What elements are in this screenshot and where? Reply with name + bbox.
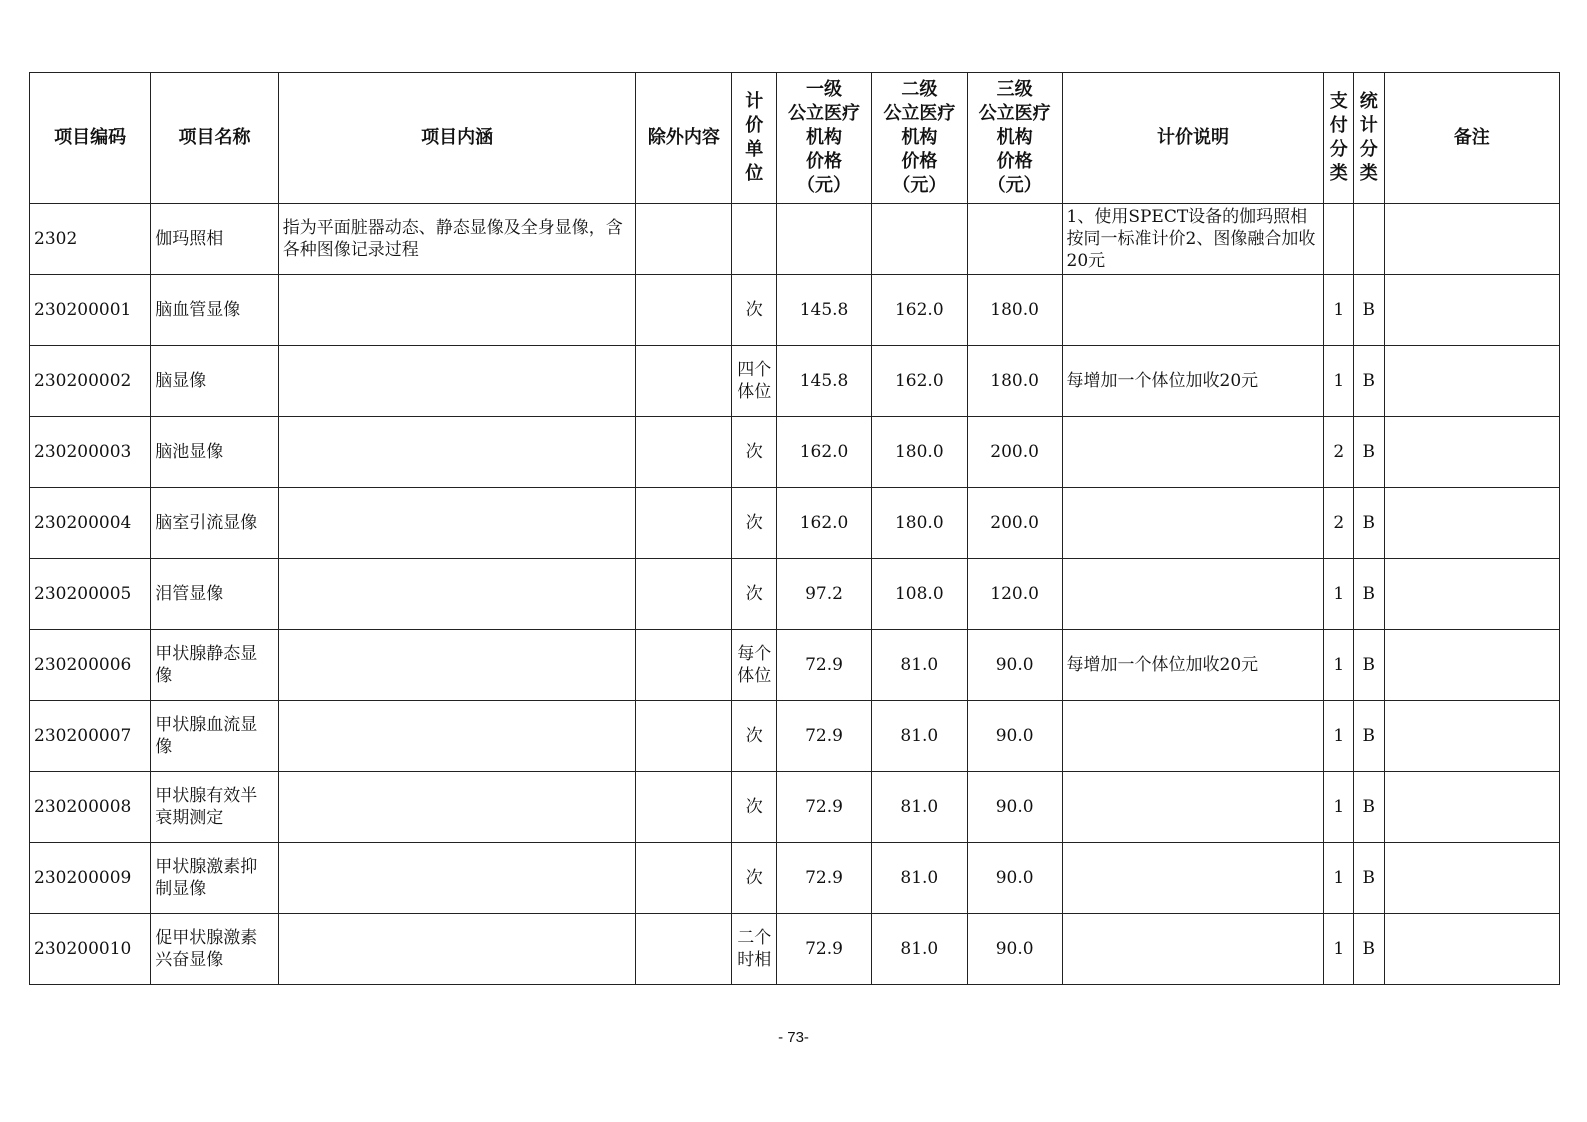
cell-remark xyxy=(1384,914,1559,985)
cell-content xyxy=(278,488,636,559)
cell-remark xyxy=(1384,559,1559,630)
cell-price-level2: 81.0 xyxy=(871,630,967,701)
cell-payment-class: 2 xyxy=(1324,488,1354,559)
table-row xyxy=(30,843,1560,914)
header-unit: 计 价 单 位 xyxy=(732,73,777,204)
cell-price-level2: 81.0 xyxy=(871,843,967,914)
cell-price-level2: 162.0 xyxy=(871,346,967,417)
cell-code: 230200010 xyxy=(30,914,151,985)
header-content: 项目内涵 xyxy=(278,73,636,204)
cell-excluded xyxy=(636,559,732,630)
cell-code: 230200003 xyxy=(30,417,151,488)
cell-price-level3 xyxy=(967,204,1062,275)
cell-remark xyxy=(1384,204,1559,275)
cell-content xyxy=(278,914,636,985)
cell-price-level3: 90.0 xyxy=(967,843,1062,914)
cell-statistics-class: B xyxy=(1354,843,1385,914)
cell-price-level2: 180.0 xyxy=(871,417,967,488)
cell-remark xyxy=(1384,701,1559,772)
cell-statistics-class: B xyxy=(1354,417,1385,488)
cell-pricing-note xyxy=(1062,772,1324,843)
table-row xyxy=(30,559,1560,630)
cell-price-level2 xyxy=(871,204,967,275)
table-row xyxy=(30,630,1560,701)
cell-statistics-class: B xyxy=(1354,914,1385,985)
cell-pricing-note xyxy=(1062,559,1324,630)
cell-content xyxy=(278,630,636,701)
cell-name: 脑池显像 xyxy=(151,417,278,488)
table-row xyxy=(30,914,1560,985)
cell-excluded xyxy=(636,914,732,985)
cell-statistics-class: B xyxy=(1354,772,1385,843)
cell-excluded xyxy=(636,772,732,843)
cell-payment-class: 1 xyxy=(1324,630,1354,701)
cell-price-level2: 180.0 xyxy=(871,488,967,559)
cell-code: 230200007 xyxy=(30,701,151,772)
cell-payment-class: 1 xyxy=(1324,701,1354,772)
cell-price-level1: 162.0 xyxy=(777,488,872,559)
cell-content: 指为平面脏器动态、静态显像及全身显像，含各种图像记录过程 xyxy=(278,204,636,275)
cell-price-level3: 180.0 xyxy=(967,275,1062,346)
cell-code: 230200002 xyxy=(30,346,151,417)
cell-pricing-note: 每增加一个体位加收20元 xyxy=(1062,346,1324,417)
cell-excluded xyxy=(636,630,732,701)
cell-unit: 次 xyxy=(732,275,777,346)
cell-remark xyxy=(1384,772,1559,843)
cell-payment-class: 1 xyxy=(1324,914,1354,985)
cell-unit: 次 xyxy=(732,772,777,843)
cell-payment-class: 2 xyxy=(1324,417,1354,488)
cell-price-level1: 72.9 xyxy=(777,701,872,772)
cell-remark xyxy=(1384,630,1559,701)
header-price-level2: 二级 公立医疗 机构 价格 （元） xyxy=(871,73,967,204)
cell-price-level3: 200.0 xyxy=(967,488,1062,559)
cell-content xyxy=(278,346,636,417)
cell-name: 甲状腺有效半衰期测定 xyxy=(151,772,278,843)
cell-price-level2: 81.0 xyxy=(871,701,967,772)
cell-code: 230200001 xyxy=(30,275,151,346)
table-row xyxy=(30,772,1560,843)
cell-name: 脑显像 xyxy=(151,346,278,417)
cell-payment-class: 1 xyxy=(1324,843,1354,914)
header-code: 项目编码 xyxy=(30,73,151,204)
cell-code: 230200009 xyxy=(30,843,151,914)
cell-price-level3: 90.0 xyxy=(967,630,1062,701)
cell-unit xyxy=(732,204,777,275)
table-body xyxy=(30,204,1560,985)
cell-name: 甲状腺血流显像 xyxy=(151,701,278,772)
cell-name: 脑室引流显像 xyxy=(151,488,278,559)
cell-unit: 次 xyxy=(732,488,777,559)
cell-code: 230200004 xyxy=(30,488,151,559)
cell-unit: 次 xyxy=(732,417,777,488)
cell-name: 甲状腺激素抑制显像 xyxy=(151,843,278,914)
cell-price-level2: 81.0 xyxy=(871,914,967,985)
table-row xyxy=(30,204,1560,275)
header-price-level3: 三级 公立医疗 机构 价格 （元） xyxy=(967,73,1062,204)
page-number: - 73- xyxy=(778,1029,809,1046)
cell-excluded xyxy=(636,843,732,914)
header-excluded: 除外内容 xyxy=(636,73,732,204)
cell-content xyxy=(278,843,636,914)
cell-pricing-note xyxy=(1062,914,1324,985)
cell-excluded xyxy=(636,346,732,417)
cell-price-level3: 120.0 xyxy=(967,559,1062,630)
cell-name: 促甲状腺激素兴奋显像 xyxy=(151,914,278,985)
cell-price-level3: 200.0 xyxy=(967,417,1062,488)
cell-content xyxy=(278,417,636,488)
table-row xyxy=(30,417,1560,488)
header-pricing-note: 计价说明 xyxy=(1062,73,1324,204)
cell-remark xyxy=(1384,275,1559,346)
table-row xyxy=(30,701,1560,772)
cell-content xyxy=(278,559,636,630)
cell-excluded xyxy=(636,488,732,559)
cell-payment-class: 1 xyxy=(1324,559,1354,630)
header-name: 项目名称 xyxy=(151,73,278,204)
cell-content xyxy=(278,275,636,346)
cell-unit: 四个体位 xyxy=(732,346,777,417)
cell-unit: 次 xyxy=(732,701,777,772)
header-payment-class: 支 付 分 类 xyxy=(1324,73,1354,204)
cell-price-level2: 81.0 xyxy=(871,772,967,843)
cell-payment-class: 1 xyxy=(1324,772,1354,843)
cell-pricing-note: 1、使用SPECT设备的伽玛照相按同一标准计价2、图像融合加收20元 xyxy=(1062,204,1324,275)
table-row xyxy=(30,488,1560,559)
cell-code: 230200008 xyxy=(30,772,151,843)
cell-pricing-note xyxy=(1062,701,1324,772)
cell-price-level1 xyxy=(777,204,872,275)
table-row xyxy=(30,275,1560,346)
cell-statistics-class: B xyxy=(1354,346,1385,417)
table-row xyxy=(30,346,1560,417)
cell-unit: 次 xyxy=(732,843,777,914)
cell-price-level1: 162.0 xyxy=(777,417,872,488)
cell-payment-class xyxy=(1324,204,1354,275)
cell-statistics-class: B xyxy=(1354,630,1385,701)
cell-price-level1: 97.2 xyxy=(777,559,872,630)
header-remark: 备注 xyxy=(1384,73,1559,204)
cell-remark xyxy=(1384,417,1559,488)
cell-pricing-note xyxy=(1062,843,1324,914)
cell-remark xyxy=(1384,843,1559,914)
cell-price-level1: 72.9 xyxy=(777,772,872,843)
cell-statistics-class xyxy=(1354,204,1385,275)
cell-unit: 每个体位 xyxy=(732,630,777,701)
header-row xyxy=(30,73,1560,204)
cell-excluded xyxy=(636,204,732,275)
cell-name: 泪管显像 xyxy=(151,559,278,630)
cell-code: 230200005 xyxy=(30,559,151,630)
cell-price-level1: 72.9 xyxy=(777,914,872,985)
cell-excluded xyxy=(636,417,732,488)
cell-code: 2302 xyxy=(30,204,151,275)
cell-content xyxy=(278,772,636,843)
cell-unit: 二个时相 xyxy=(732,914,777,985)
cell-price-level3: 90.0 xyxy=(967,914,1062,985)
cell-price-level1: 72.9 xyxy=(777,843,872,914)
cell-price-level3: 90.0 xyxy=(967,772,1062,843)
cell-price-level3: 180.0 xyxy=(967,346,1062,417)
cell-price-level1: 145.8 xyxy=(777,275,872,346)
cell-price-level1: 72.9 xyxy=(777,630,872,701)
cell-statistics-class: B xyxy=(1354,701,1385,772)
header-price-level1: 一级 公立医疗 机构 价格 （元） xyxy=(777,73,872,204)
cell-price-level2: 108.0 xyxy=(871,559,967,630)
cell-remark xyxy=(1384,488,1559,559)
cell-unit: 次 xyxy=(732,559,777,630)
cell-price-level3: 90.0 xyxy=(967,701,1062,772)
cell-statistics-class: B xyxy=(1354,275,1385,346)
cell-price-level1: 145.8 xyxy=(777,346,872,417)
cell-name: 伽玛照相 xyxy=(151,204,278,275)
cell-pricing-note xyxy=(1062,488,1324,559)
cell-excluded xyxy=(636,275,732,346)
cell-code: 230200006 xyxy=(30,630,151,701)
price-table xyxy=(29,72,1560,985)
cell-pricing-note xyxy=(1062,417,1324,488)
cell-payment-class: 1 xyxy=(1324,346,1354,417)
cell-statistics-class: B xyxy=(1354,559,1385,630)
cell-name: 甲状腺静态显像 xyxy=(151,630,278,701)
cell-pricing-note: 每增加一个体位加收20元 xyxy=(1062,630,1324,701)
cell-statistics-class: B xyxy=(1354,488,1385,559)
cell-pricing-note xyxy=(1062,275,1324,346)
cell-excluded xyxy=(636,701,732,772)
header-statistics-class: 统 计 分 类 xyxy=(1354,73,1385,204)
cell-payment-class: 1 xyxy=(1324,275,1354,346)
cell-price-level2: 162.0 xyxy=(871,275,967,346)
cell-remark xyxy=(1384,346,1559,417)
cell-name: 脑血管显像 xyxy=(151,275,278,346)
cell-content xyxy=(278,701,636,772)
